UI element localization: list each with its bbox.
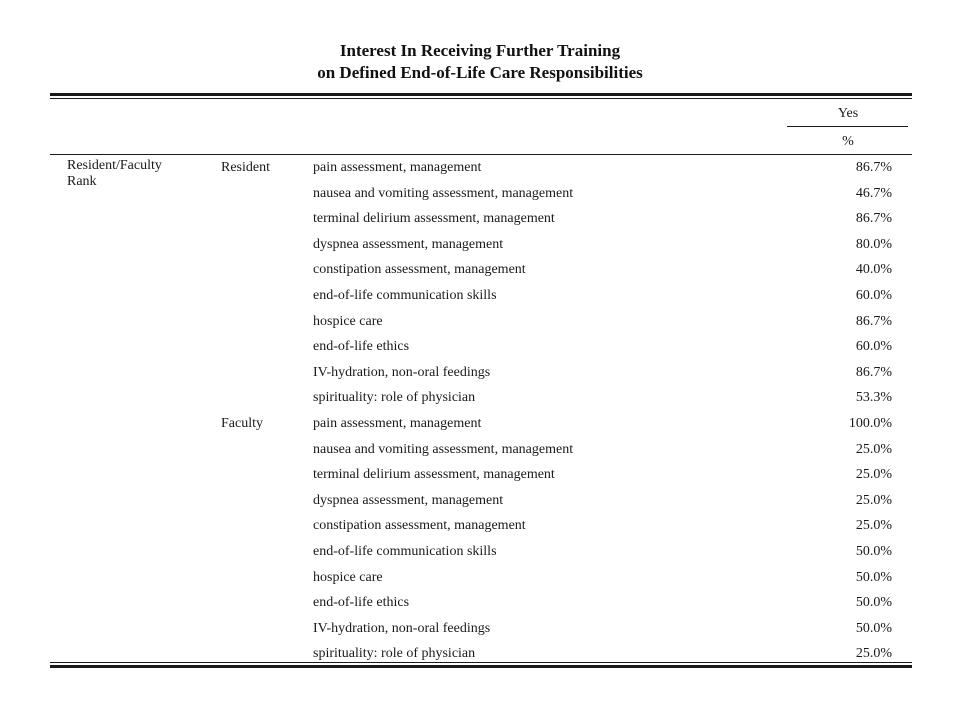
row-item-label: IV-hydration, non-oral feedings — [313, 364, 491, 380]
table-title-line-1: Interest In Receiving Further Training — [339, 41, 621, 60]
table-row — [0, 314, 960, 340]
row-stub-line-2: Rank — [67, 174, 97, 189]
row-stub-line-1: Resident/Faculty — [67, 158, 162, 173]
row-yes-percent: 50.0% — [855, 544, 892, 559]
table-row — [0, 442, 960, 468]
row-item-label: end-of-life communication skills — [313, 288, 497, 303]
row-item-label: end-of-life ethics — [313, 595, 410, 611]
row-item-label: constipation assessment, management — [313, 262, 526, 278]
table-row — [0, 339, 960, 365]
table-row — [0, 544, 960, 570]
row-item-label: terminal delirium assessment, management — [313, 467, 555, 483]
column-header-yes: Yes — [837, 106, 859, 121]
row-item-label: pain assessment, management — [313, 160, 482, 175]
table-row — [0, 467, 960, 493]
row-yes-percent: 86.7% — [855, 211, 892, 227]
table-row — [0, 621, 960, 647]
table-title-line-2: on Defined End-of-Life Care Responsibilities — [317, 63, 643, 82]
row-yes-percent: 50.0% — [855, 569, 892, 585]
row-yes-percent: 40.0% — [855, 262, 892, 278]
row-yes-percent: 25.0% — [855, 441, 892, 457]
table-row — [0, 365, 960, 391]
row-yes-percent: 86.7% — [855, 160, 892, 175]
row-yes-percent: 86.7% — [855, 313, 892, 329]
row-item-label: hospice care — [313, 313, 383, 329]
row-item-label: dyspnea assessment, management — [313, 492, 504, 508]
row-item-label: nausea and vomiting assessment, management — [313, 185, 574, 201]
table-row — [0, 237, 960, 263]
row-yes-percent: 46.7% — [855, 185, 892, 201]
row-item-label: hospice care — [313, 569, 383, 585]
table-row — [0, 518, 960, 544]
row-yes-percent: 60.0% — [855, 288, 892, 303]
row-yes-percent: 100.0% — [848, 416, 892, 431]
row-item-label: end-of-life ethics — [313, 339, 410, 355]
top-rule-thick — [50, 93, 912, 96]
bottom-rule-thin — [50, 662, 912, 663]
table-row — [0, 288, 960, 314]
row-item-label: dyspnea assessment, management — [313, 236, 504, 252]
row-item-label: IV-hydration, non-oral feedings — [313, 620, 491, 636]
row-item-label: end-of-life communication skills — [313, 544, 497, 559]
row-yes-percent: 25.0% — [855, 492, 892, 508]
row-group-label: Resident — [221, 160, 270, 175]
bottom-rule-thick — [50, 665, 912, 668]
table-row — [0, 211, 960, 237]
row-yes-percent: 86.7% — [855, 364, 892, 380]
column-header-underline — [787, 126, 908, 127]
header-bottom-rule — [50, 154, 912, 155]
row-item-label: nausea and vomiting assessment, management — [313, 441, 574, 457]
table-row — [0, 416, 960, 442]
top-rule-thin — [50, 98, 912, 99]
row-item-label: pain assessment, management — [313, 416, 482, 431]
table-row — [0, 570, 960, 596]
row-yes-percent: 25.0% — [855, 518, 892, 534]
table-row — [0, 493, 960, 519]
column-header-percent: % — [842, 134, 854, 149]
row-yes-percent: 80.0% — [855, 236, 892, 252]
row-group-label: Faculty — [221, 416, 263, 431]
row-item-label: spirituality: role of physician — [313, 390, 476, 406]
row-item-label: constipation assessment, management — [313, 518, 526, 534]
row-yes-percent: 60.0% — [855, 339, 892, 355]
row-item-label: terminal delirium assessment, management — [313, 211, 555, 227]
table-row — [0, 186, 960, 212]
row-item-label: spirituality: role of physician — [313, 646, 476, 662]
table-row — [0, 595, 960, 621]
table-row — [0, 262, 960, 288]
row-yes-percent: 53.3% — [855, 390, 892, 406]
row-yes-percent: 25.0% — [855, 646, 892, 662]
row-yes-percent: 25.0% — [855, 467, 892, 483]
table-row — [0, 160, 960, 186]
table-row — [0, 646, 960, 672]
row-yes-percent: 50.0% — [855, 595, 892, 611]
row-yes-percent: 50.0% — [855, 620, 892, 636]
table-row — [0, 390, 960, 416]
